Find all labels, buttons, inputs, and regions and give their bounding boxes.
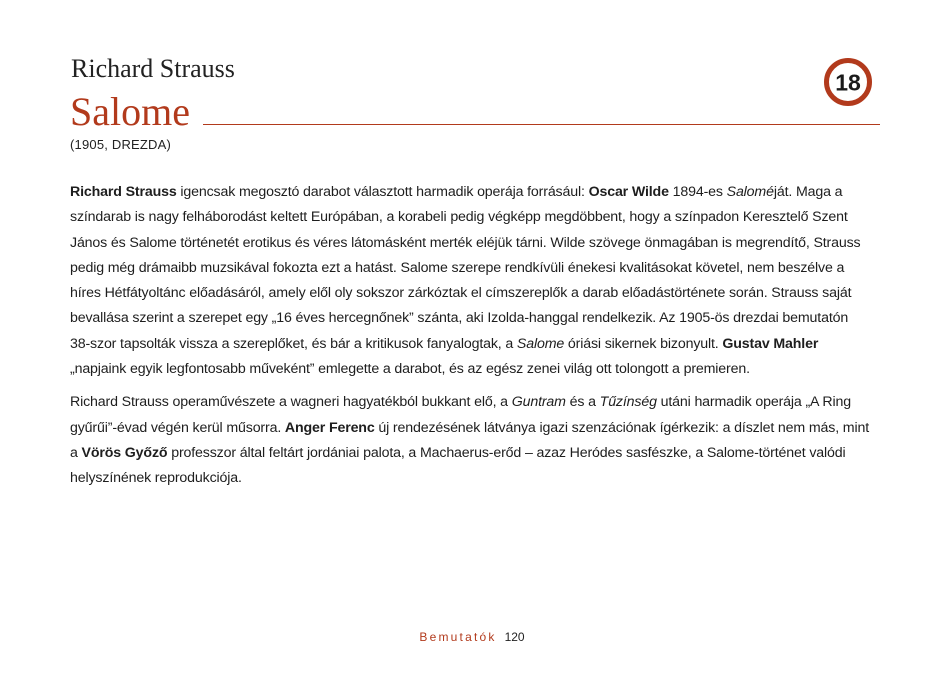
work-title: Guntram (511, 394, 566, 411)
text-run: új rendezésének látványa igazi szenzációnak ígérkezik: a díszlet nem más, mint a (70, 419, 869, 461)
text-run: professzor által feltárt jordániai palota, a Machaerus-erőd – azaz Heródes sasfészke, a Salome-történet valódi helyszínének reprodukciója. (70, 444, 846, 487)
person-name: Anger Ferenc (284, 419, 375, 436)
work-title: Salome (516, 335, 565, 352)
page-title: Salome (70, 89, 190, 134)
article-body (70, 180, 870, 500)
work-title: Tűzínség (599, 394, 657, 411)
footer-section-label: Bemutatók (419, 630, 497, 644)
page-number: 120 (504, 630, 525, 644)
person-name: Vörös Győző (81, 444, 168, 461)
text-run: ját. Maga a színdarab is nagy felháborodást keltett Európában, a korabeli pedig végképp megdöbbent, hogy a színpadon Keresztelő Szent János és Salome történetét erotikus és véres látomásként merték eléjük tárni. Wilde szövege önmagában is megrendítő, Strauss pedig még drámaibb muzsikával fokozta ezt a hatást. Salome szerepe rendkívüli énekesi kvalitásokat követel, nem beszélve a híres Hétfátyoltánc előadásáról, amely elől oly sokszor zárkóztak el címszereplők a darab előadástörténete során. Strauss saját bevallása szerint a szerepet egy „16 éves hercegnőnek” szánta, aki Izolda-hanggal rendelkezik. Az 1905-ös drezdai bemutatón 38-szor tapsolták vissza a szereplőket, és bár a kritikusok fanyalogtak, a (70, 184, 861, 352)
premiere-info: (1905, DREZDA) (70, 137, 172, 152)
title-row (70, 89, 882, 134)
text-run: Richard Strauss operaművészete a wagneri hagyatékból bukkant elő, a (70, 394, 512, 411)
composer-name: Richard Strauss (71, 54, 235, 83)
text-run: óriási sikernek bizonyult. (564, 335, 723, 352)
person-name: Oscar Wilde (588, 184, 669, 200)
text-run: 1894-es (668, 184, 727, 200)
text-run: igencsak megosztó darabot választott harmadik operája forrásául: (176, 184, 589, 200)
person-name: Richard Strauss (70, 184, 177, 200)
age-rating-18-icon (823, 57, 873, 107)
page-footer (0, 628, 944, 646)
work-title: Salomé (726, 184, 774, 200)
text-run: „napjaink egyik legfontosabb műveként” emlegette a darabot, és az egész zenei világ ott tolongott a premieren. (70, 361, 750, 378)
age-rating-label: 18 (835, 69, 861, 96)
title-underline-divider (203, 124, 880, 125)
person-name: Gustav Mahler (722, 335, 819, 352)
text-run: és a (565, 394, 600, 411)
text-run: utáni harmadik operája „A Ring gyűrűi”-évad végén kerül műsorra. (70, 394, 851, 436)
paragraph-1 (70, 180, 870, 382)
paragraph-2 (70, 390, 870, 491)
